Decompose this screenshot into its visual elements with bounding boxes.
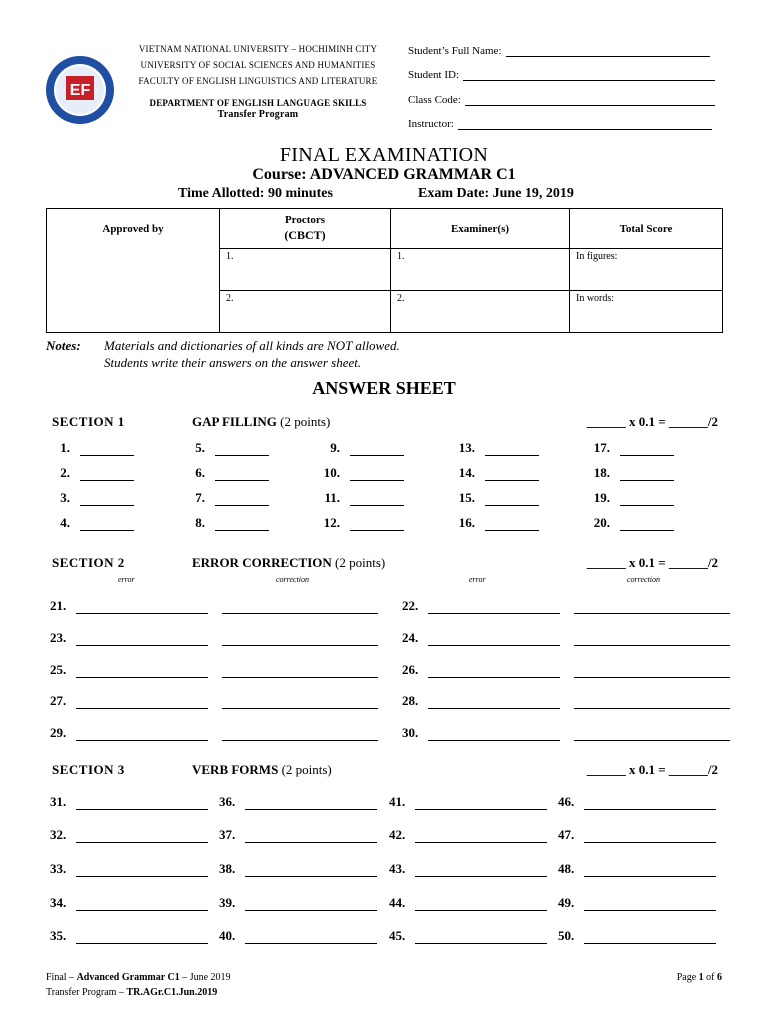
student-id-label: Student ID: (408, 69, 460, 81)
verb-form-item (50, 827, 208, 843)
university-line-3: FACULTY OF ENGLISH LINGUISTICS AND LITERATURE (138, 76, 378, 86)
time-allotted: Time Allotted: 90 minutes (178, 186, 333, 201)
item-number: 36. (219, 794, 236, 809)
logo-text: EF (69, 82, 91, 99)
item-number: 31. (50, 794, 67, 809)
answer-sheet-title: ANSWER SHEET (312, 378, 456, 398)
item-number: 13. (458, 440, 475, 455)
answer-line[interactable] (485, 518, 539, 531)
error-answer-line[interactable] (76, 696, 208, 709)
item-number: 38. (219, 861, 236, 876)
university-line-2: UNIVERSITY OF SOCIAL SCIENCES AND HUMANITIES (140, 60, 376, 70)
answer-line[interactable] (485, 468, 539, 481)
item-number: 9. (330, 440, 340, 455)
gap-item (580, 490, 674, 506)
item-number: 48. (558, 861, 575, 876)
answer-line[interactable] (584, 797, 716, 810)
answer-line[interactable] (415, 864, 547, 877)
section-2-number: SECTION 2 (52, 555, 125, 570)
item-number: 32. (50, 827, 67, 842)
notes-label: Notes: (46, 338, 81, 353)
answer-line[interactable] (584, 898, 716, 911)
proctor-2-cell[interactable]: 2. (220, 291, 391, 333)
answer-line[interactable] (245, 864, 377, 877)
footer-line-1: Final – Advanced Grammar C1 – June 2019 (46, 972, 231, 983)
item-number: 8. (195, 515, 205, 530)
item-number: 40. (219, 928, 236, 943)
verb-form-item (219, 827, 377, 843)
answer-line[interactable] (80, 493, 134, 506)
error-answer-line[interactable] (428, 601, 560, 614)
instructor-field[interactable] (408, 117, 712, 130)
correction-answer-line[interactable] (222, 601, 378, 614)
footer-line-2: Transfer Program – TR.AGr.C1.Jun.2019 (46, 987, 218, 998)
correction-answer-line[interactable] (574, 601, 730, 614)
answer-line[interactable] (215, 518, 269, 531)
verb-form-item (558, 827, 716, 843)
correction-answer-line[interactable] (574, 696, 730, 709)
item-number: 46. (558, 794, 575, 809)
item-number: 33. (50, 861, 67, 876)
answer-line[interactable] (215, 493, 269, 506)
approved-by-label: Approved by (102, 223, 164, 235)
verb-form-item (389, 928, 547, 944)
correction-answer-line[interactable] (222, 665, 378, 678)
section-1-score: ______ x 0.1 = ______/2 (586, 414, 718, 429)
answer-line[interactable] (620, 443, 674, 456)
gap-item (445, 465, 539, 481)
gap-item (310, 440, 404, 456)
item-number: 2. (60, 465, 70, 480)
class-code-label: Class Code: (408, 94, 461, 106)
student-id-line[interactable] (463, 68, 715, 81)
answer-line[interactable] (245, 898, 377, 911)
answer-line[interactable] (620, 468, 674, 481)
item-number: 39. (219, 895, 236, 910)
item-number: 35. (50, 928, 67, 943)
error-correction-item (50, 725, 378, 741)
error-correction-item (402, 598, 730, 614)
gap-item (175, 490, 269, 506)
section-1-title: GAP FILLING (2 points) (192, 414, 331, 429)
gap-item (310, 465, 404, 481)
item-number: 42. (389, 827, 406, 842)
section-1-number: SECTION 1 (52, 414, 125, 429)
section-2-title: ERROR CORRECTION (2 points) (192, 555, 386, 570)
verb-form-item (389, 895, 547, 911)
item-number: 3. (60, 490, 70, 505)
answer-line[interactable] (620, 493, 674, 506)
verb-form-item (50, 861, 208, 877)
answer-line[interactable] (350, 518, 404, 531)
answer-line[interactable] (245, 931, 377, 944)
university-logo (44, 54, 116, 126)
gap-item (175, 515, 269, 531)
item-number: 22. (402, 598, 419, 613)
item-number: 10. (323, 465, 340, 480)
university-line-1: VIETNAM NATIONAL UNIVERSITY – HOCHIMINH CITY (138, 44, 378, 54)
proctors-header (220, 209, 391, 249)
section-3-number: SECTION 3 (52, 762, 125, 777)
item-number: 15. (458, 490, 475, 505)
item-number: 49. (558, 895, 575, 910)
verb-form-item (558, 794, 716, 810)
item-number: 7. (195, 490, 205, 505)
item-number: 5. (195, 440, 205, 455)
verb-form-item (389, 861, 547, 877)
class-code-line[interactable] (465, 93, 715, 106)
section-2-score: ______ x 0.1 = ______/2 (586, 555, 718, 570)
student-name-field[interactable] (408, 44, 710, 57)
item-number: 47. (558, 827, 575, 842)
gap-item (445, 440, 539, 456)
answer-line[interactable] (415, 898, 547, 911)
gap-item (580, 515, 674, 531)
answer-line[interactable] (215, 443, 269, 456)
item-number: 29. (50, 725, 67, 740)
answer-line[interactable] (76, 864, 208, 877)
instructor-label: Instructor: (408, 118, 454, 130)
item-number: 20. (593, 515, 610, 530)
answer-line[interactable] (76, 931, 208, 944)
student-id-field[interactable] (408, 68, 715, 81)
verb-form-item (558, 928, 716, 944)
item-number: 19. (593, 490, 610, 505)
student-name-line[interactable] (506, 44, 710, 57)
item-number: 12. (323, 515, 340, 530)
in-words-cell[interactable]: In words: (570, 291, 723, 333)
item-number: 16. (458, 515, 475, 530)
error-correction-item (50, 662, 378, 678)
examiners-header: Examiner(s) (391, 209, 570, 249)
approved-by-cell (47, 209, 220, 333)
proctor-1-cell[interactable]: 1. (220, 249, 391, 291)
error-answer-line[interactable] (76, 601, 208, 614)
in-figures-cell[interactable]: In figures: (570, 249, 723, 291)
note-line-1: Materials and dictionaries of all kinds are NOT allowed. (104, 338, 400, 353)
item-number: 14. (458, 465, 475, 480)
examiner-1-cell[interactable]: 1. (391, 249, 570, 291)
verb-form-item (558, 861, 716, 877)
item-number: 24. (402, 630, 419, 645)
error-answer-line[interactable] (428, 633, 560, 646)
error-answer-line[interactable] (428, 728, 560, 741)
verb-form-item (219, 794, 377, 810)
item-number: 4. (60, 515, 70, 530)
answer-line[interactable] (245, 830, 377, 843)
error-correction-item (402, 725, 730, 741)
gap-item (310, 490, 404, 506)
student-name-label: Student’s Full Name: (408, 45, 502, 57)
item-number: 17. (593, 440, 610, 455)
item-number: 25. (50, 662, 67, 677)
answer-line[interactable] (415, 797, 547, 810)
verb-form-item (389, 827, 547, 843)
exam-date: Exam Date: June 19, 2019 (418, 186, 574, 201)
gap-item (580, 440, 674, 456)
item-number: 30. (402, 725, 419, 740)
answer-line[interactable] (485, 443, 539, 456)
correction-answer-line[interactable] (222, 633, 378, 646)
answer-line[interactable] (76, 797, 208, 810)
verb-form-item (219, 861, 377, 877)
gap-item (40, 465, 134, 481)
item-number: 50. (558, 928, 575, 943)
verb-form-item (558, 895, 716, 911)
error-answer-line[interactable] (76, 665, 208, 678)
error-answer-line[interactable] (76, 728, 208, 741)
item-number: 1. (60, 440, 70, 455)
error-label-left: error (118, 575, 135, 584)
item-number: 11. (324, 490, 340, 505)
correction-answer-line[interactable] (222, 696, 378, 709)
error-answer-line[interactable] (76, 633, 208, 646)
item-number: 27. (50, 693, 67, 708)
note-line-2: Students write their answers on the answer sheet. (104, 355, 362, 370)
class-code-field[interactable] (408, 93, 715, 106)
item-number: 34. (50, 895, 67, 910)
item-number: 21. (50, 598, 67, 613)
correction-label-right: correction (627, 575, 661, 584)
gap-item (40, 490, 134, 506)
answer-line[interactable] (350, 443, 404, 456)
answer-line[interactable] (80, 468, 134, 481)
gap-item (40, 440, 134, 456)
item-number: 28. (402, 693, 419, 708)
cbct-label: (CBCT) (284, 228, 326, 242)
answer-line[interactable] (76, 898, 208, 911)
item-number: 26. (402, 662, 419, 677)
error-correction-item (402, 662, 730, 678)
verb-form-item (219, 928, 377, 944)
item-number: 41. (389, 794, 406, 809)
page-number: Page 1 of 6 (676, 972, 722, 983)
gap-item (175, 440, 269, 456)
correction-label-left: correction (276, 575, 310, 584)
answer-line[interactable] (245, 797, 377, 810)
answer-line[interactable] (350, 468, 404, 481)
item-number: 44. (389, 895, 406, 910)
examiner-2-cell[interactable]: 2. (391, 291, 570, 333)
instructor-line[interactable] (458, 117, 712, 130)
answer-line[interactable] (415, 830, 547, 843)
correction-answer-line[interactable] (574, 728, 730, 741)
error-correction-item (402, 630, 730, 646)
item-number: 18. (593, 465, 610, 480)
error-correction-item (50, 598, 378, 614)
section-3-score: ______ x 0.1 = ______/2 (586, 762, 718, 777)
answer-line[interactable] (584, 931, 716, 944)
error-answer-line[interactable] (428, 696, 560, 709)
answer-line[interactable] (215, 468, 269, 481)
item-number: 6. (195, 465, 205, 480)
department-name: DEPARTMENT OF ENGLISH LANGUAGE SKILLS (149, 98, 367, 108)
item-number: 43. (389, 861, 406, 876)
gap-item (40, 515, 134, 531)
score-table (46, 208, 723, 333)
correction-answer-line[interactable] (222, 728, 378, 741)
verb-form-item (219, 895, 377, 911)
answer-line[interactable] (584, 864, 716, 877)
answer-line[interactable] (415, 931, 547, 944)
gap-item (175, 465, 269, 481)
section-3-title: VERB FORMS (2 points) (192, 762, 332, 777)
verb-form-item (50, 895, 208, 911)
error-label-right: error (469, 575, 486, 584)
item-number: 37. (219, 827, 236, 842)
verb-form-item (389, 794, 547, 810)
course-title: Course: ADVANCED GRAMMAR C1 (252, 166, 516, 183)
error-correction-item (402, 693, 730, 709)
gap-item (445, 490, 539, 506)
error-correction-item (50, 630, 378, 646)
answer-line[interactable] (620, 518, 674, 531)
total-score-header: Total Score (570, 209, 723, 249)
exam-title: FINAL EXAMINATION (279, 144, 489, 166)
answer-line[interactable] (80, 518, 134, 531)
gap-item (310, 515, 404, 531)
gap-item (445, 515, 539, 531)
verb-form-item (50, 928, 208, 944)
answer-line[interactable] (76, 830, 208, 843)
verb-form-item (50, 794, 208, 810)
item-number: 23. (50, 630, 67, 645)
answer-line[interactable] (350, 493, 404, 506)
gap-item (580, 465, 674, 481)
answer-line[interactable] (584, 830, 716, 843)
error-correction-item (50, 693, 378, 709)
answer-line[interactable] (80, 443, 134, 456)
correction-answer-line[interactable] (574, 633, 730, 646)
error-answer-line[interactable] (428, 665, 560, 678)
program-name: Transfer Program (217, 109, 299, 120)
correction-answer-line[interactable] (574, 665, 730, 678)
answer-line[interactable] (485, 493, 539, 506)
proctors-label: Proctors (284, 214, 326, 226)
item-number: 45. (389, 928, 406, 943)
